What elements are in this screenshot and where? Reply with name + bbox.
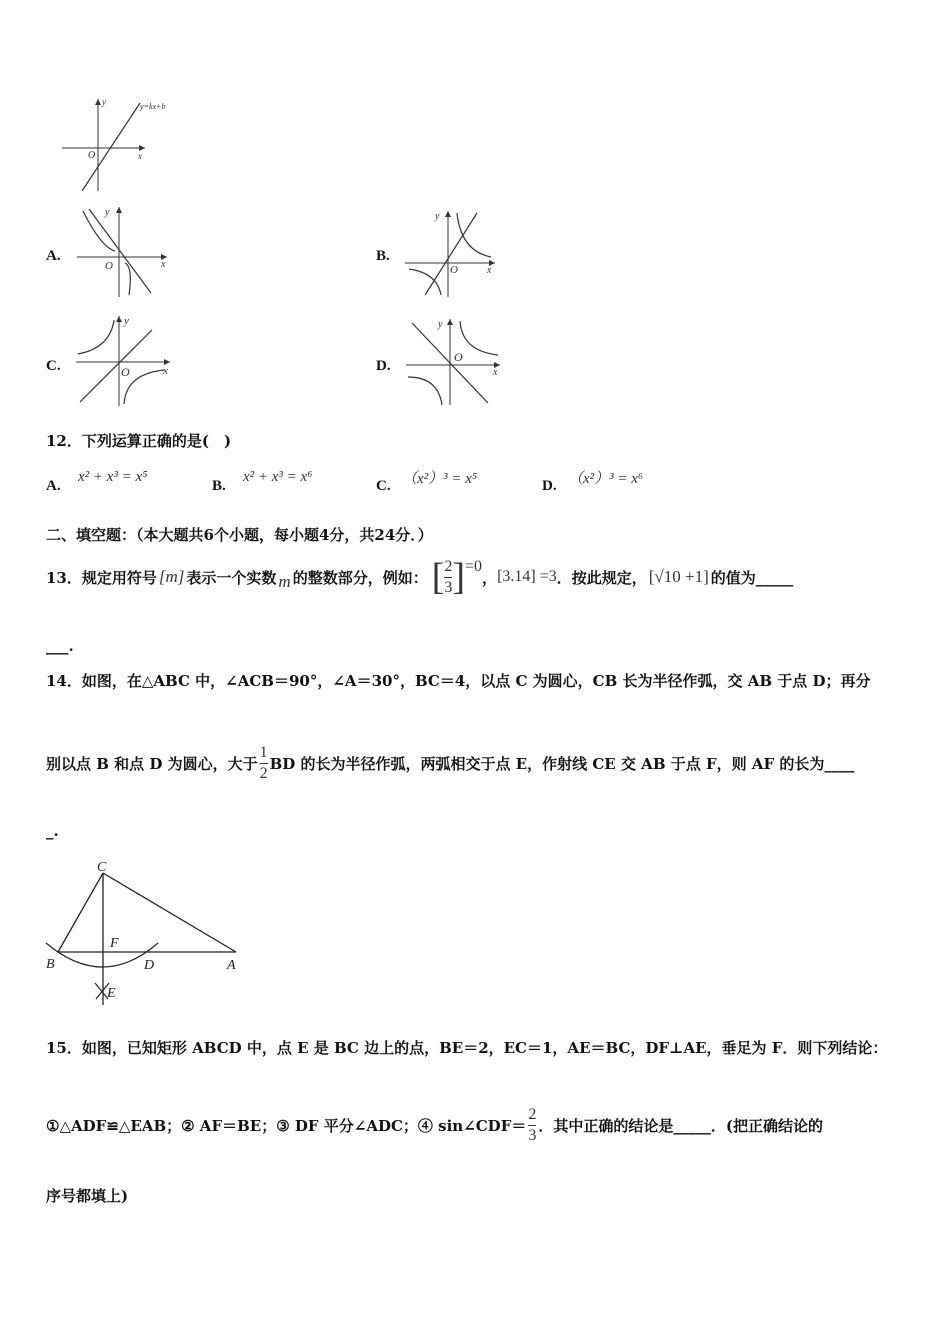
q14-line3: _. bbox=[46, 822, 59, 840]
svg-text:x: x bbox=[161, 259, 166, 270]
q13-line2: ___. bbox=[46, 637, 74, 655]
svg-text:y: y bbox=[438, 319, 443, 330]
q12-option-d-label[interactable]: D. bbox=[542, 478, 557, 494]
svg-text:O: O bbox=[121, 365, 130, 379]
svg-text:x: x bbox=[163, 365, 168, 377]
sqrt-expression: [√10 +1] bbox=[648, 567, 709, 586]
label-F: F bbox=[110, 936, 119, 951]
q14-line1: 14．如图，在△ABC 中，∠ACB＝90°，∠A＝30°，BC＝4，以点 C 为圆心，CB 长为半径作弧，交 AB 于点 D；再分 bbox=[46, 672, 871, 690]
label-A: A bbox=[227, 958, 236, 973]
q11-option-d-graph[interactable] bbox=[404, 315, 504, 407]
q12-option-d[interactable]: （x²）³ = x⁶ bbox=[568, 471, 644, 487]
svg-text:y: y bbox=[105, 207, 110, 218]
svg-text:x: x bbox=[138, 151, 142, 161]
svg-text:O: O bbox=[105, 260, 113, 272]
q15-line2: ①△ADF≌△EAB；② AF＝BE；③ DF 平分∠ADC；④ sin∠CDF＝ $\frac{2}{3}$ ．其中正确的结论是_____．(把正确结论的 bbox=[46, 1105, 823, 1144]
q15-line1: 15．如图，已知矩形 ABCD 中，点 E 是 BC 边上的点，BE＝2，EC＝1，AE＝BC，DF⊥AE，垂足为 F．则下列结论： bbox=[46, 1039, 888, 1057]
m-bracket: [m] bbox=[158, 567, 185, 586]
q12-stem: 12．下列运算正确的是( ) bbox=[46, 432, 232, 450]
svg-text:x: x bbox=[493, 367, 498, 378]
section-2-heading: 二、填空题：（本大题共6个小题，每小题4分，共24分．） bbox=[46, 526, 433, 544]
svg-text:y: y bbox=[102, 97, 106, 107]
label-D: D bbox=[144, 958, 155, 973]
q11-option-a-label[interactable]: A. bbox=[46, 248, 61, 264]
svg-text:x: x bbox=[487, 265, 492, 276]
q14-triangle-figure bbox=[40, 855, 250, 1010]
svg-text:O: O bbox=[454, 350, 463, 364]
q11-option-b-graph[interactable] bbox=[403, 207, 498, 299]
q14-line2: 别以点 B 和点 D 为圆心，大于 $\frac{1}{2}$ BD 的长为半径作弧，两弧相交于点 E，作射线 CE 交 AB 于点 F，则 AF 的长为____ bbox=[46, 743, 855, 782]
q13-line1: 13．规定用符号 [m] 表示一个实数 m 的整数部分，例如： [ $\frac{2}{3}$ ] =0 ， [3.14] =3 ．按此规定， [√10 +1] 的值为_____ bbox=[46, 556, 794, 598]
q11-option-b-label[interactable]: B. bbox=[376, 248, 390, 264]
label-B: B bbox=[46, 957, 55, 972]
q12-option-a[interactable]: x² + x³ = x⁵ bbox=[78, 469, 148, 485]
label-C: C bbox=[97, 860, 107, 875]
q12-option-c[interactable]: （x²）³ = x⁵ bbox=[402, 471, 478, 487]
svg-text:y: y bbox=[435, 211, 440, 222]
q12-option-c-label[interactable]: C. bbox=[376, 478, 391, 494]
q11-option-a-graph[interactable] bbox=[75, 203, 170, 298]
q12-option-b-label[interactable]: B. bbox=[212, 478, 226, 494]
svg-text:y: y bbox=[124, 315, 129, 327]
svg-text:O: O bbox=[88, 150, 96, 161]
q15-line3: 序号都填上) bbox=[46, 1187, 129, 1205]
line-label: y=kx+b bbox=[140, 102, 166, 111]
q12-option-a-label[interactable]: A. bbox=[46, 478, 61, 494]
reference-line-graph bbox=[60, 95, 175, 195]
q11-option-c-label[interactable]: C. bbox=[46, 358, 61, 374]
q12-option-b[interactable]: x² + x³ = x⁶ bbox=[243, 469, 313, 485]
svg-text:O: O bbox=[450, 264, 458, 276]
q11-option-d-label[interactable]: D. bbox=[376, 358, 391, 374]
q11-option-c-graph[interactable] bbox=[74, 312, 174, 407]
label-E: E bbox=[107, 986, 116, 1001]
